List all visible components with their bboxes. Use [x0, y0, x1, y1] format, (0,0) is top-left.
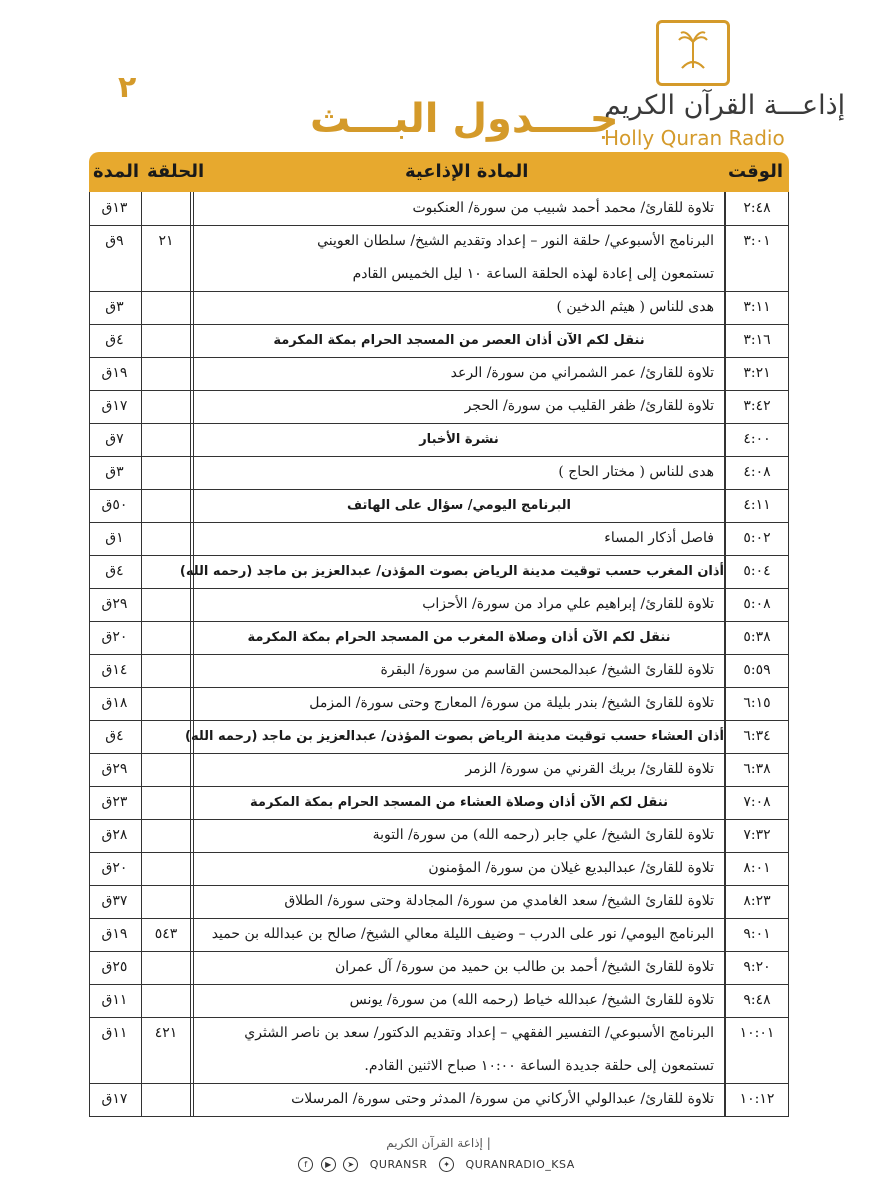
column-header-time: الوقت [727, 161, 783, 182]
duration-cell: ٢٥ق [89, 951, 139, 984]
episode-cell [141, 720, 191, 753]
program-cell [193, 786, 724, 819]
time-cell: ٥:٣٨ [724, 621, 789, 654]
table-row [89, 357, 789, 391]
table-row [89, 291, 789, 325]
program-cell [193, 687, 724, 720]
palm-swords-logo-icon [670, 28, 716, 74]
episode-cell [141, 951, 191, 984]
duration-cell: ١٤ق [89, 654, 139, 687]
page-number: ٢ [118, 70, 137, 105]
program-line: تلاوة للقارئ/ عمر الشمراني من سورة/ الرعد [450, 365, 714, 381]
time-cell: ٦:٣٤ [724, 720, 789, 753]
episode-cell [141, 489, 191, 522]
footer-social [0, 1157, 877, 1172]
column-header-episode: الحلقة [147, 161, 205, 182]
time-cell: ٥:٠٤ [724, 555, 789, 588]
duration-cell: ٢٠ق [89, 852, 139, 885]
table-row [89, 489, 789, 523]
table-row [89, 225, 789, 292]
time-cell: ٩:٢٠ [724, 951, 789, 984]
episode-cell [141, 357, 191, 390]
social-handle-2[interactable]: QURANRADIO_KSA [465, 1158, 575, 1171]
duration-cell: ١٩ق [89, 918, 139, 951]
facebook-icon[interactable]: f [298, 1157, 313, 1172]
episode-cell [141, 654, 191, 687]
duration-cell: ٢٩ق [89, 588, 139, 621]
duration-cell: ٩ق [89, 225, 139, 291]
table-row [89, 192, 789, 226]
table-row [89, 984, 789, 1018]
time-cell: ٤:٠٨ [724, 456, 789, 489]
time-cell: ٥:٥٩ [724, 654, 789, 687]
program-cell [193, 423, 724, 456]
duration-cell: ٢٣ق [89, 786, 139, 819]
duration-cell: ١١ق [89, 984, 139, 1017]
duration-cell: ٢٨ق [89, 819, 139, 852]
table-row [89, 1017, 789, 1084]
program-line: البرنامج الأسبوعي/ التفسير الفقهي – إعداد وتقديم الدكتور/ سعد بن ناصر الشثري [244, 1025, 714, 1041]
brand-arabic: إذاعـــة القرآن الكريم [604, 90, 846, 121]
table-row [89, 852, 789, 886]
program-line: تلاوة للقارئ الشيخ/ عبدالله خياط (رحمه الله) من سورة/ يونس [349, 992, 714, 1008]
program-line: تلاوة للقارئ الشيخ/ سعد الغامدي من سورة/ المجادلة وحتى سورة/ الطلاق [284, 893, 714, 909]
program-cell [193, 225, 724, 291]
time-cell: ٦:١٥ [724, 687, 789, 720]
table-row [89, 621, 789, 655]
program-cell [193, 1017, 724, 1083]
time-cell: ٣:١٦ [724, 324, 789, 357]
episode-cell [141, 786, 191, 819]
time-cell: ٣:٠١ [724, 225, 789, 291]
episode-cell: ٢١ [141, 225, 191, 291]
episode-cell [141, 984, 191, 1017]
table-row [89, 456, 789, 490]
program-cell [179, 555, 724, 588]
table-row [89, 885, 789, 919]
episode-cell [141, 687, 191, 720]
episode-cell [141, 885, 191, 918]
time-cell: ٧:٣٢ [724, 819, 789, 852]
duration-cell: ٢٩ق [89, 753, 139, 786]
duration-cell: ١٣ق [89, 192, 139, 225]
program-cell [193, 357, 724, 390]
program-cell [193, 291, 724, 324]
time-cell: ٣:٢١ [724, 357, 789, 390]
program-line: البرنامج الأسبوعي/ حلقة النور – إعداد وتقديم الشيخ/ سلطان العويني [317, 233, 714, 249]
duration-cell: ٧ق [89, 423, 139, 456]
duration-cell: ١٧ق [89, 1083, 139, 1116]
program-line: البرنامج اليومي/ سؤال على الهاتف [347, 498, 571, 513]
program-cell [193, 852, 724, 885]
table-row [89, 720, 789, 754]
time-cell: ٩:٠١ [724, 918, 789, 951]
duration-cell: ٢٠ق [89, 621, 139, 654]
duration-cell: ٣٧ق [89, 885, 139, 918]
episode-cell [141, 588, 191, 621]
footer-station-name: | إذاعة القرآن الكريم [386, 1136, 491, 1150]
program-line: تلاوة للقارئ/ إبراهيم علي مراد من سورة/ الأحزاب [422, 596, 714, 612]
episode-cell [141, 621, 191, 654]
duration-cell: ٤ق [89, 324, 139, 357]
table-row [89, 918, 789, 952]
table-row [89, 786, 789, 820]
program-cell [193, 1083, 724, 1116]
program-line: تلاوة للقارئ الشيخ/ عبدالمحسن القاسم من سورة/ البقرة [380, 662, 714, 678]
episode-cell: ٤٢١ [141, 1017, 191, 1083]
table-row [89, 588, 789, 622]
episode-cell [141, 1083, 191, 1116]
program-cell [193, 885, 724, 918]
time-cell: ٨:٠١ [724, 852, 789, 885]
time-cell: ٨:٢٣ [724, 885, 789, 918]
program-cell [193, 522, 724, 555]
time-cell: ٣:٤٢ [724, 390, 789, 423]
table-row [89, 390, 789, 424]
program-line: ننقل لكم الآن أذان العصر من المسجد الحرام بمكة المكرمة [273, 333, 645, 348]
time-cell: ٦:٣٨ [724, 753, 789, 786]
time-cell: ٢:٤٨ [724, 192, 789, 225]
time-cell: ٤:٠٠ [724, 423, 789, 456]
time-cell: ١٠:٠١ [724, 1017, 789, 1083]
time-cell: ١٠:١٢ [724, 1083, 789, 1116]
program-line: نشرة الأخبار [419, 432, 499, 447]
program-line: تلاوة للقارئ/ بريك القرني من سورة/ الزمر [465, 761, 714, 777]
telegram-icon[interactable]: ➤ [343, 1157, 358, 1172]
program-cell [193, 324, 724, 357]
program-line: تلاوة للقارئ/ عبدالبديع غيلان من سورة/ المؤمنون [428, 860, 714, 876]
column-header-duration: المدة [93, 161, 140, 182]
program-line: تلاوة للقارئ الشيخ/ أحمد بن طالب بن حميد من سورة/ آل عمران [334, 959, 714, 975]
program-line: تلاوة للقارئ الشيخ/ علي جابر (رحمه الله) من سورة/ التوبة [372, 827, 714, 843]
column-header-program: المادة الإذاعية [405, 161, 529, 182]
program-line: تلاوة للقارئ الشيخ/ بندر بليلة من سورة/ المعارج وحتى سورة/ المزمل [309, 695, 714, 711]
program-cell [193, 489, 724, 522]
program-cell [193, 456, 724, 489]
episode-cell: ٥٤٣ [141, 918, 191, 951]
duration-cell: ١٧ق [89, 390, 139, 423]
time-cell: ٥:٠٨ [724, 588, 789, 621]
program-line: تستمعون إلى إعادة لهذه الحلقة الساعة ١٠ ليل الخميس القادم [352, 266, 714, 282]
program-line: تلاوة للقارئ/ محمد أحمد شبيب من سورة/ العنكبوت [412, 200, 714, 216]
youtube-icon[interactable]: ▶ [321, 1157, 336, 1172]
table-row [89, 951, 789, 985]
program-cell [193, 654, 724, 687]
program-line: هدى للناس ( هيثم الدخين ) [556, 299, 714, 315]
table-row [89, 654, 789, 688]
table-row [89, 687, 789, 721]
social-handle-1[interactable]: QURANSR [369, 1158, 428, 1171]
duration-cell: ٣ق [89, 456, 139, 489]
episode-cell [141, 753, 191, 786]
program-cell [193, 192, 724, 225]
program-cell [193, 819, 724, 852]
program-line: هدى للناس ( مختار الحاج ) [558, 464, 714, 480]
duration-cell: ١١ق [89, 1017, 139, 1083]
table-row [89, 324, 789, 358]
program-line: ننقل لكم الآن أذان وصلاة المغرب من المسجد الحرام بمكة المكرمة [247, 630, 671, 645]
program-cell [193, 918, 724, 951]
time-cell: ٤:١١ [724, 489, 789, 522]
episode-cell [141, 390, 191, 423]
page-title: جــــدول البـــث [310, 96, 619, 142]
time-cell: ٩:٤٨ [724, 984, 789, 1017]
program-cell [193, 951, 724, 984]
table-row [89, 819, 789, 853]
table-row [89, 522, 789, 556]
program-line: تستمعون إلى حلقة جديدة الساعة ١٠:٠٠ صباح الاثنين القادم. [364, 1058, 714, 1074]
duration-cell: ١٨ق [89, 687, 139, 720]
table-row [89, 555, 789, 589]
program-line: تلاوة للقارئ/ ظفر القليب من سورة/ الحجر [464, 398, 714, 414]
duration-cell: ٤ق [89, 555, 139, 588]
program-cell [193, 390, 724, 423]
episode-cell [141, 192, 191, 225]
twitter-icon[interactable]: ✦ [439, 1157, 454, 1172]
time-cell: ٣:١١ [724, 291, 789, 324]
program-line: البرنامج اليومي/ نور على الدرب – وضيف الليلة معالي الشيخ/ صالح بن عبدالله بن حميد [211, 926, 714, 942]
episode-cell [141, 852, 191, 885]
program-cell [193, 984, 724, 1017]
program-line: أذان العشاء حسب توقيت مدينة الرياض بصوت المؤذن/ عبدالعزيز بن ماجد (رحمه الله) [185, 729, 724, 744]
time-cell: ٧:٠٨ [724, 786, 789, 819]
table-row [89, 1083, 789, 1117]
episode-cell [141, 456, 191, 489]
program-cell [193, 588, 724, 621]
program-cell [185, 720, 724, 753]
table-header [89, 152, 789, 192]
episode-cell [141, 819, 191, 852]
episode-cell [141, 423, 191, 456]
program-line: تلاوة للقارئ/ عبدالولي الأركاني من سورة/ المدثر وحتى سورة/ المرسلات [291, 1091, 714, 1107]
table-row [89, 753, 789, 787]
program-cell [193, 753, 724, 786]
program-cell [193, 621, 724, 654]
episode-cell [141, 324, 191, 357]
table-row [89, 423, 789, 457]
brand-english: Holly Quran Radio [604, 126, 785, 150]
episode-cell [141, 291, 191, 324]
duration-cell: ٣ق [89, 291, 139, 324]
duration-cell: ٤ق [89, 720, 139, 753]
duration-cell: ١ق [89, 522, 139, 555]
program-line: ننقل لكم الآن أذان وصلاة العشاء من المسجد الحرام بمكة المكرمة [250, 795, 668, 810]
episode-cell [141, 555, 191, 588]
episode-cell [141, 522, 191, 555]
program-line: أذان المغرب حسب توقيت مدينة الرياض بصوت المؤذن/ عبدالعزيز بن ماجد (رحمه الله) [179, 564, 724, 579]
duration-cell: ٥٠ق [89, 489, 139, 522]
time-cell: ٥:٠٢ [724, 522, 789, 555]
program-line: فاصل أذكار المساء [604, 530, 714, 546]
duration-cell: ١٩ق [89, 357, 139, 390]
schedule-table [89, 192, 789, 1116]
